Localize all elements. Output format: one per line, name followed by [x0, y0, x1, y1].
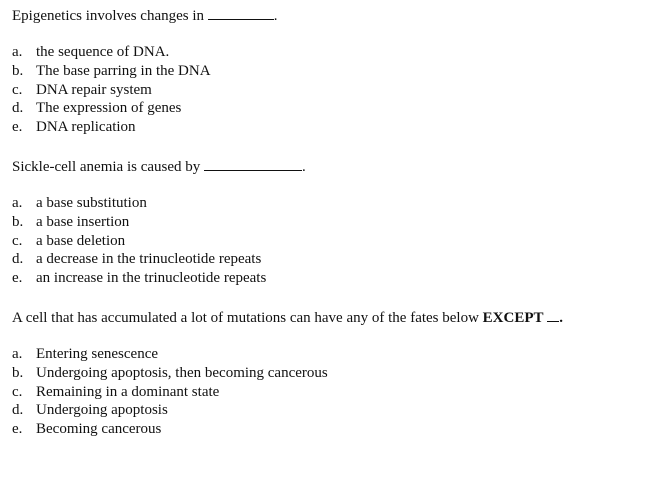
- option-b: [12, 213, 266, 232]
- option-text: Undergoing apoptosis: [36, 402, 168, 419]
- option-text: a base substitution: [36, 195, 147, 211]
- option-text: Becoming cancerous: [36, 421, 162, 438]
- answer-blank: [204, 157, 302, 171]
- option-text: Remaining in a dominant state: [36, 383, 220, 400]
- answer-blank: [208, 6, 274, 20]
- answer-blank: [547, 308, 559, 322]
- option-b: [12, 364, 328, 383]
- option-text: The expression of genes: [36, 100, 182, 117]
- option-text: the sequence of DNA.: [36, 44, 170, 60]
- option-letter: b.: [12, 213, 24, 230]
- question-2-period: .: [302, 159, 306, 175]
- option-d: [12, 250, 266, 269]
- option-a: [12, 194, 266, 213]
- option-e: [12, 269, 266, 288]
- option-letter: c.: [12, 383, 23, 400]
- option-a: [12, 345, 328, 364]
- option-d: [12, 99, 211, 118]
- option-e: [12, 420, 328, 439]
- option-text: The base parring in the DNA: [36, 62, 211, 79]
- option-letter: e.: [12, 270, 23, 287]
- option-c: [12, 383, 328, 402]
- option-letter: d.: [12, 402, 24, 419]
- question-2: [12, 157, 306, 177]
- question-3-emphasis: EXCEPT: [482, 310, 544, 326]
- option-letter: a.: [12, 346, 23, 362]
- question-3-options: [12, 345, 328, 439]
- option-c: [12, 81, 211, 100]
- option-letter: b.: [12, 364, 24, 381]
- option-letter: c.: [12, 81, 23, 98]
- option-text: Undergoing apoptosis, then becoming cancerous: [36, 364, 328, 381]
- option-text: Entering senescence: [36, 346, 159, 362]
- option-letter: e.: [12, 119, 23, 136]
- question-1-options: [12, 43, 211, 137]
- option-b: [12, 62, 211, 81]
- option-e: [12, 118, 211, 137]
- option-text: a decrease in the trinucleotide repeats: [36, 251, 262, 268]
- question-1-period: .: [273, 8, 278, 24]
- option-text: a base insertion: [36, 213, 130, 230]
- option-text: an increase in the trinucleotide repeats: [36, 270, 267, 287]
- question-2-options: [12, 194, 266, 288]
- option-d: [12, 401, 328, 420]
- option-letter: e.: [12, 421, 23, 438]
- option-letter: d.: [12, 100, 24, 117]
- option-letter: b.: [12, 62, 24, 79]
- question-2-prompt: Sickle-cell anemia is caused by: [12, 159, 201, 175]
- option-letter: c.: [12, 232, 23, 249]
- question-1-prompt: Epigenetics involves changes in: [12, 8, 205, 24]
- option-letter: d.: [12, 251, 24, 268]
- option-a: [12, 43, 211, 62]
- option-letter: a.: [12, 195, 23, 211]
- question-1: [12, 6, 278, 26]
- option-c: [12, 232, 266, 251]
- question-3-period: .: [559, 310, 564, 326]
- option-text: DNA replication: [36, 119, 136, 136]
- option-text: DNA repair system: [36, 81, 152, 98]
- option-text: a base deletion: [36, 232, 126, 249]
- option-letter: a.: [12, 44, 23, 60]
- question-3: [12, 308, 563, 328]
- question-3-prompt: A cell that has accumulated a lot of mutations can have any of the fates below: [12, 310, 479, 326]
